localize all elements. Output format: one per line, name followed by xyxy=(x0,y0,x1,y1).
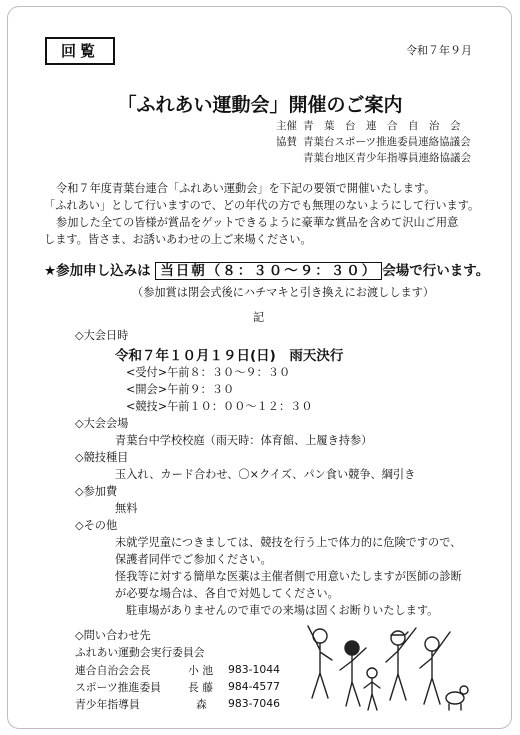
contact-role-3: 青少年指導員 xyxy=(75,698,140,711)
other-heading: ◇その他 xyxy=(75,519,118,532)
other-line-2: 保護者同伴でご参加ください。 xyxy=(115,553,272,566)
schedule-events: <競技>午前１０：００～１２：３０ xyxy=(126,400,313,413)
contact-phone-3: 983-7046 xyxy=(228,697,280,710)
intro-line-1: 令和７年度青葉台連合「ふれあい運動会」を下記の要領で開催いたします。 xyxy=(56,182,436,195)
event-date: 令和７年１０月１９日(日) 雨天決行 xyxy=(115,348,344,364)
venue-text: 青葉台中学校校庭（雨天時：体育館、上履き持参） xyxy=(115,434,373,447)
registration-suffix: 会場で行います。 xyxy=(382,263,490,279)
contact-phone-2: 984-4577 xyxy=(228,680,280,693)
ki-label: 記 xyxy=(253,311,265,324)
venue-heading: ◇大会会場 xyxy=(75,417,129,430)
events-text: 玉入れ、カード合わせ、〇×クイズ、パン食い競争、綱引き xyxy=(115,468,416,481)
intro-line-2: 「ふれあい」として行いますので、どの年代の方でも無理のないようにして行います。 xyxy=(44,199,480,212)
document-title: 「ふれあい運動会」開催のご案内 xyxy=(117,94,403,116)
events-heading: ◇競技種目 xyxy=(75,451,129,464)
contact-role-2: スポーツ推進委員 xyxy=(75,681,161,694)
fee-heading: ◇参加費 xyxy=(75,485,118,498)
host-name: 青 葉 台 連 合 自 治 会 xyxy=(303,120,461,132)
contact-heading: ◇問い合わせ先 xyxy=(75,629,151,642)
other-line-5: 駐車場がありませんので車での来場は固くお断りいたします。 xyxy=(126,604,439,617)
registration-prefix: ★参加申し込みは xyxy=(44,263,151,279)
contact-name-2: 長 藤 xyxy=(188,681,214,694)
contact-phone-1: 983-1044 xyxy=(228,663,280,676)
cosponsor-1: 青葉台スポーツ推進委員連絡協議会 xyxy=(303,136,471,148)
contact-committee: ふれあい運動会実行委員会 xyxy=(75,646,205,659)
family-exercise-illustration xyxy=(300,618,470,722)
cosponsor-label: 協賛 xyxy=(276,136,297,148)
contact-name-3: 森 xyxy=(196,698,207,711)
schedule-reception: <受付>午前８：３０～９：３０ xyxy=(126,366,291,379)
other-line-4: が必要な場合は、各自で対処してください。 xyxy=(115,587,339,600)
other-line-1: 未就学児童につきましては、競技を行う上で体力的に危険ですので、 xyxy=(115,536,462,549)
issue-date: 令和７年９月 xyxy=(406,44,472,57)
contact-role-1: 連合自治会会長 xyxy=(75,664,151,677)
schedule-opening: <開会>午前９：３０ xyxy=(126,383,235,396)
kairan-label: 回覧 xyxy=(45,37,115,65)
registration-time-box: 当日朝（８：３０～９：３０） xyxy=(155,262,382,280)
registration-line xyxy=(44,259,489,279)
registration-note: （参加賞は閉会式後にハチマキと引き換えにお渡しします） xyxy=(132,286,435,299)
cosponsor-2: 青葉台地区青少年指導員連絡協議会 xyxy=(303,152,471,164)
contact-name-1: 小 池 xyxy=(188,664,214,677)
date-heading: ◇大会日時 xyxy=(75,329,129,342)
intro-line-3: 参加した全ての皆様が賞品をゲットできるように豪華な賞品を含めて沢山ご用意 xyxy=(56,216,459,229)
fee-text: 無料 xyxy=(115,502,138,515)
host-label: 主催 xyxy=(276,120,297,132)
intro-line-4: します。皆さま、お誘いあわせの上ご来場ください。 xyxy=(44,233,312,246)
other-line-3: 怪我等に対する簡単な医薬は主催者側で用意いたしますが医師の診断 xyxy=(115,570,462,583)
